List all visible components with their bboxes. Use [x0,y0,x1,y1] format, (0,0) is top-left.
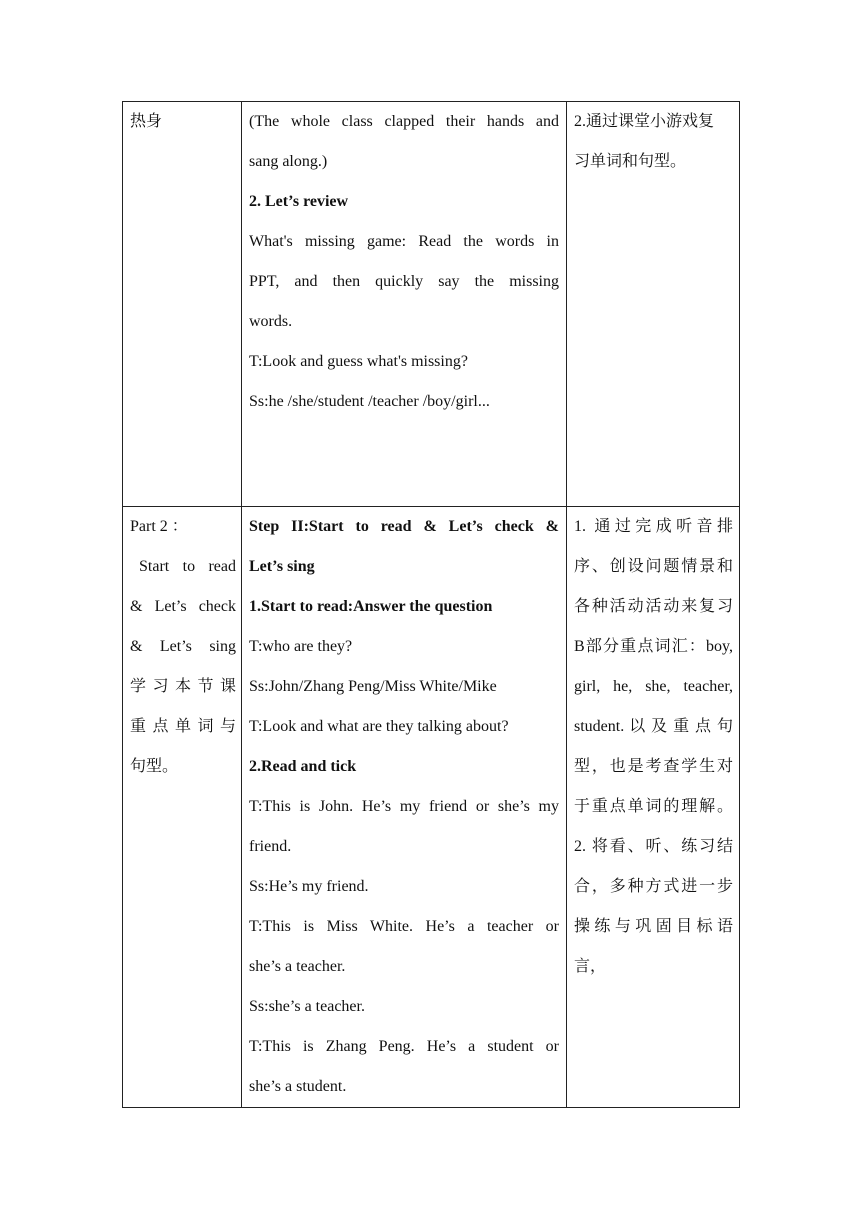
table-row-part2 [123,507,740,1108]
text-line: Part 2 ： [130,518,188,535]
text-line: B部分重点词汇：boy, [574,638,733,655]
step-heading: 2. Let’s review [249,193,349,210]
text-line: sang along.) [249,153,328,170]
text-line: 2.通过课堂小游戏复 [574,113,715,130]
text-line: 句型。 [130,758,179,775]
text-line: Start to read [139,558,236,575]
text-line: 热身 [130,113,163,130]
purpose-cell [567,102,740,507]
text-line: she’s a teacher. [249,958,346,975]
purpose-cell [567,507,740,1108]
text-line: 学习本节课 [130,678,236,695]
text-line: friend. [249,838,292,855]
step-heading: 2.Read and tick [249,758,357,775]
step-heading: Step II:Start to read & Let’s check & [249,518,559,535]
stage-cell [123,507,242,1108]
table-row-warmup [123,102,740,507]
text-line: 于重点单词的理解。 [574,798,733,815]
text-line: 习单词和句型。 [574,153,687,170]
text-line: 操练与巩固目标语 [574,918,733,935]
text-line: student. 以 及 重 点 句 [574,718,733,735]
text-line: & Let’s sing [130,638,236,655]
text-line: 序、创设问题情景和 [574,558,733,575]
text-line: T:This is Zhang Peng. He’s a student or [249,1038,559,1055]
step-heading: Let’s sing [249,558,315,575]
activity-cell [242,102,567,507]
lesson-plan-table [122,101,740,1108]
text-line: What's missing game: Read the words in [249,233,559,250]
text-line: (The whole class clapped their hands and [249,113,559,130]
text-line: T:This is Miss White. He’s a teacher or [249,918,559,935]
text-line: 1. 通过完成听音排 [574,518,733,535]
text-line: T:Look and what are they talking about? [249,718,509,735]
text-line: Ss:John/Zhang Peng/Miss White/Mike [249,678,497,695]
text-line: words. [249,313,293,330]
text-line: T:who are they? [249,638,353,655]
text-line: Ss:He’s my friend. [249,878,369,895]
text-line: 2. 将看、听、练习结 [574,838,733,855]
text-line: 合，多种方式进一步 [574,878,733,895]
text-line: Ss:he /she/student /teacher /boy/girl... [249,393,490,410]
text-line: girl, he, she, teacher, [574,678,733,695]
step-heading: 1.Start to read:Answer the question [249,598,493,615]
text-line: she’s a student. [249,1078,347,1095]
text-line: 重点单词与 [130,718,236,735]
text-line: Ss:she’s a teacher. [249,998,365,1015]
activity-cell [242,507,567,1108]
text-line: PPT, and then quickly say the missing [249,273,559,290]
text-line: T:This is John. He’s my friend or she’s my [249,798,559,815]
text-line: 言， [574,958,607,975]
text-line: & Let’s check [130,598,236,615]
text-line: T:Look and guess what's missing? [249,353,468,370]
stage-cell [123,102,242,507]
text-line: 各种活动活动来复习 [574,598,733,615]
text-line: 型，也是考查学生对 [574,758,733,775]
